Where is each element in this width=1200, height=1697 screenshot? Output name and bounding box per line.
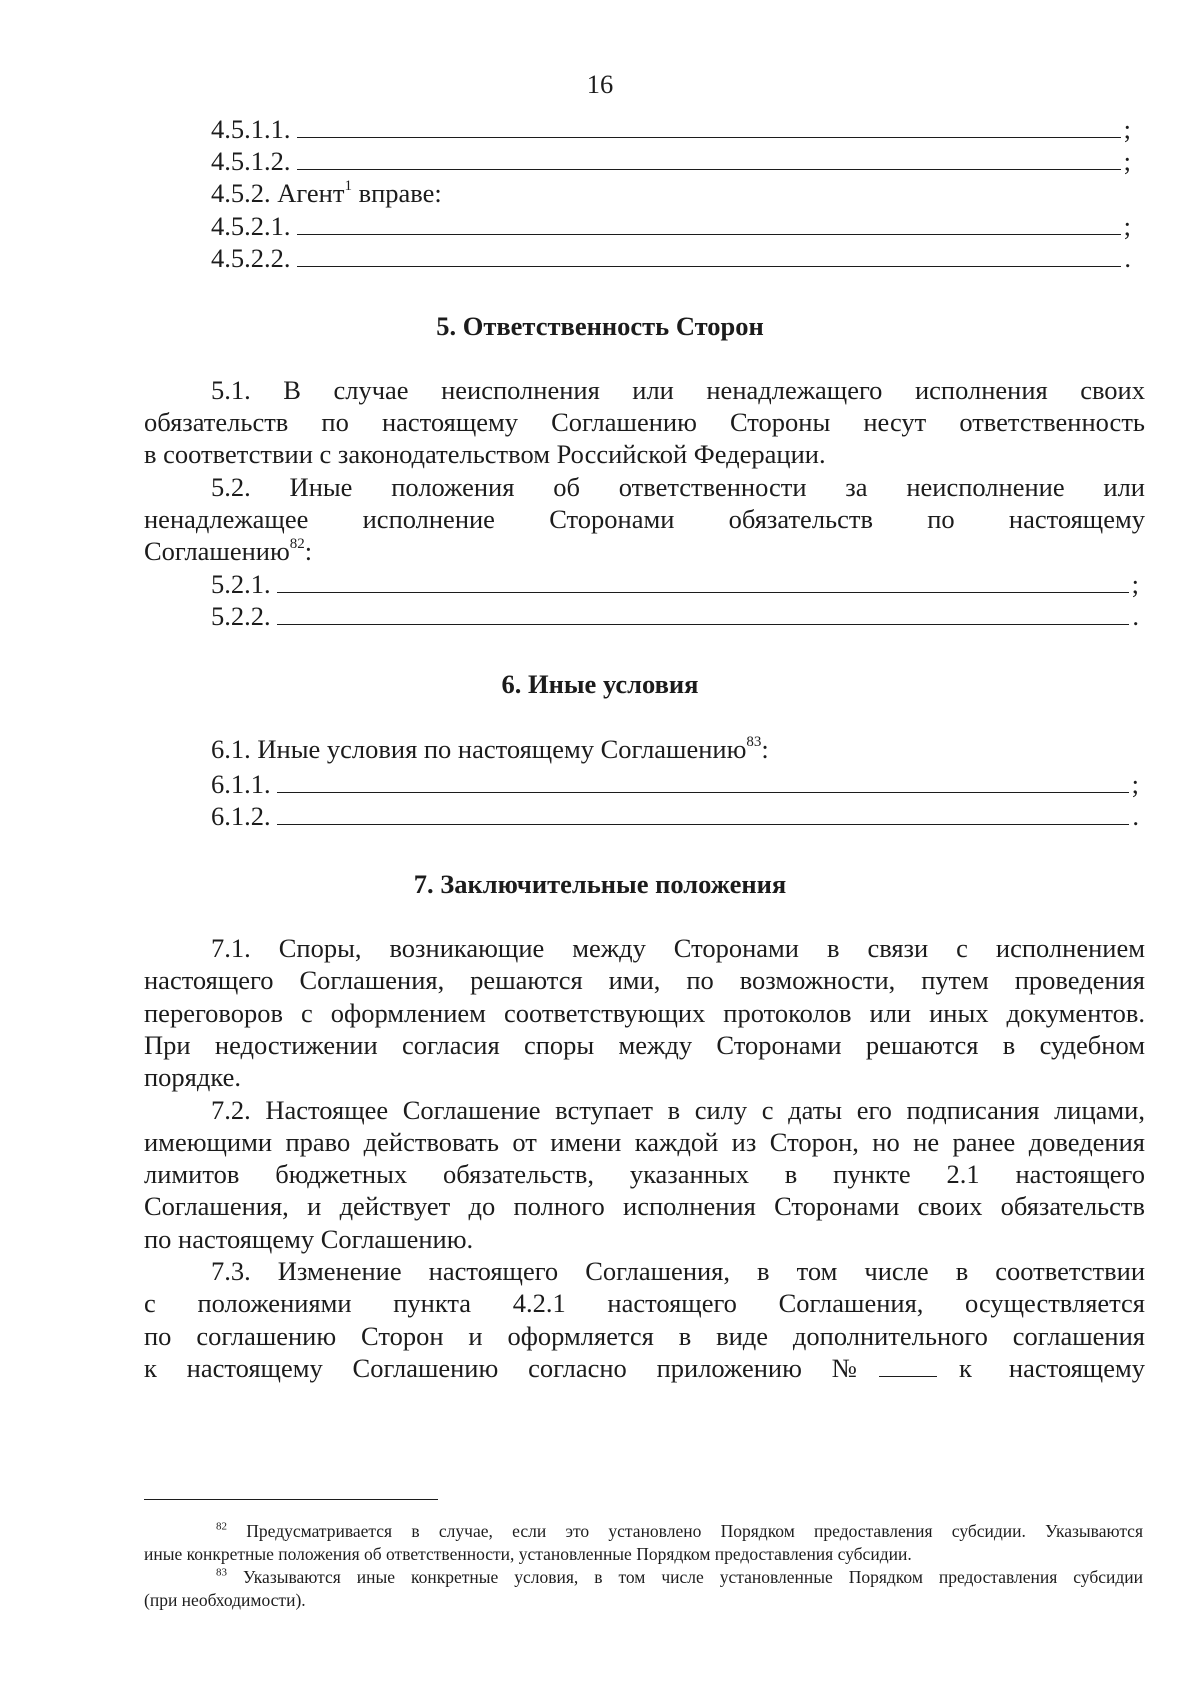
para-text: : [761,734,769,764]
para-7-2-line-1: 7.2. Настоящее Соглашение вступает в силу с даты его подписания лицами, [211,1095,1145,1125]
fill-blank [297,234,1121,235]
para-7-3-line-2: с положениями пункта 4.2.1 настоящего Соглашения, осуществляется [144,1288,1145,1318]
item-label: 6.1.2. [211,801,271,831]
para-7-1-line-5: порядке. [144,1062,241,1092]
para-text: к настоящему Соглашению согласно приложению № [144,1353,857,1383]
para-7-1-line-1: 7.1. Споры, возникающие между Сторонами в связи с исполнением [211,933,1145,963]
item-label: 5.2.2. [211,601,271,631]
footnote-text: Указываются иные конкретные условия, в том числе установленные Порядком предоставления субсидии [227,1567,1143,1587]
para-7-2-line-2: имеющими право действовать от имени каждой из Сторон, но не ранее доведения [144,1127,1145,1157]
item-4-5-2-1 [211,210,1131,242]
footnote-number: 82 [216,1520,227,1533]
fill-blank [277,824,1130,825]
item-4-5-1-2 [211,145,1131,177]
item-6-1-1 [211,768,1139,800]
item-end: ; [1123,146,1131,176]
fill-blank [277,624,1130,625]
para-6-1 [211,733,769,765]
footnote-ref-82 [144,1521,227,1541]
section-5-heading: 5. Ответственность Сторон [436,311,764,341]
footnote-number: 83 [216,1566,227,1579]
page-number: 16 [586,69,614,99]
para-text: 6.1. Иные условия по настоящему Соглашению [211,734,747,764]
para-5-2-line-2: ненадлежащее исполнение Сторонами обязательств по настоящему [144,504,1145,534]
item-text: 4.5.2. Агент [211,178,345,208]
item-end: ; [1123,114,1131,144]
para-5-1-line-1: 5.1. В случае неисполнения или ненадлежащего исполнения своих [211,375,1145,405]
item-label: 6.1.1. [211,769,271,799]
item-4-5-1-1 [211,113,1131,145]
item-end: ; [1131,569,1139,599]
footnote-text: Предусматривается в случае, если это установлено Порядком предоставления субсидии. Указываются [227,1521,1143,1541]
section-6-heading: 6. Иные условия [501,669,699,699]
para-5-2-line-3 [144,535,312,567]
para-7-2-line-4: Соглашения, и действует до полного исполнения Сторонами своих обязательств [144,1191,1145,1221]
item-end: ; [1131,769,1139,799]
item-label: 5.2.1. [211,569,271,599]
para-7-3-line-3: по соглашению Сторон и оформляется в виде дополнительного соглашения [144,1321,1145,1351]
footnote-83-line-2: (при необходимости). [144,1590,306,1610]
item-6-1-2 [211,800,1139,832]
item-end: . [1132,601,1139,631]
para-5-1-line-3: в соответствии с законодательством Российской Федерации. [144,439,826,469]
section-7-heading: 7. Заключительные положения [413,869,787,899]
item-label: 4.5.2.1. [211,211,291,241]
para-text: : [304,536,313,566]
para-7-3-line-4 [144,1352,1145,1384]
para-text: Соглашению [144,536,290,566]
item-4-5-2-2 [211,242,1131,274]
para-5-2-line-1: 5.2. Иные положения об ответственности за неисполнение или [211,472,1145,502]
para-7-2-line-3: лимитов бюджетных обязательств, указанных в пункте 2.1 настоящего [144,1159,1145,1189]
footnote-ref-83: 83 [746,734,762,750]
footnote-separator [144,1499,438,1500]
item-5-2-2 [211,600,1139,632]
para-7-3-line-1: 7.3. Изменение настоящего Соглашения, в том числе в соответствии [211,1256,1145,1286]
para-text: к настоящему [959,1353,1145,1383]
para-7-1-line-3: переговоров с оформлением соответствующих протоколов или иных документов. [144,998,1145,1028]
fill-blank [297,137,1121,138]
footnote-ref-83 [144,1567,227,1587]
footnote-82-line-2: иные конкретные положения об ответственности, установленные Порядком предоставления субсидии. [144,1544,912,1564]
para-7-1-line-2: настоящего Соглашения, решаются ими, по возможности, путем проведения [144,965,1145,995]
item-label: 4.5.1.1. [211,114,291,144]
item-label: 4.5.2.2. [211,243,291,273]
fill-blank [277,592,1129,593]
para-7-2-line-5: по настоящему Соглашению. [144,1224,474,1254]
footnote-ref: 1 [344,178,352,194]
item-end: ; [1123,211,1131,241]
footnote-82-line-1 [144,1520,1143,1543]
item-end: . [1132,801,1139,831]
item-5-2-1 [211,568,1139,600]
fill-blank [277,792,1129,793]
item-text: вправе: [351,178,442,208]
footnote-83-line-1 [144,1566,1143,1589]
item-label: 4.5.1.2. [211,146,291,176]
item-4-5-2 [211,177,442,209]
fill-blank [297,266,1122,267]
para-5-1-line-2: обязательств по настоящему Соглашению Стороны несут ответственность [144,407,1145,437]
para-7-1-line-4: При недостижении согласия споры между Сторонами решаются в судебном [144,1030,1145,1060]
fill-blank [297,169,1121,170]
footnote-ref-82: 82 [289,536,305,552]
fill-blank [879,1376,937,1377]
item-end: . [1124,243,1131,273]
